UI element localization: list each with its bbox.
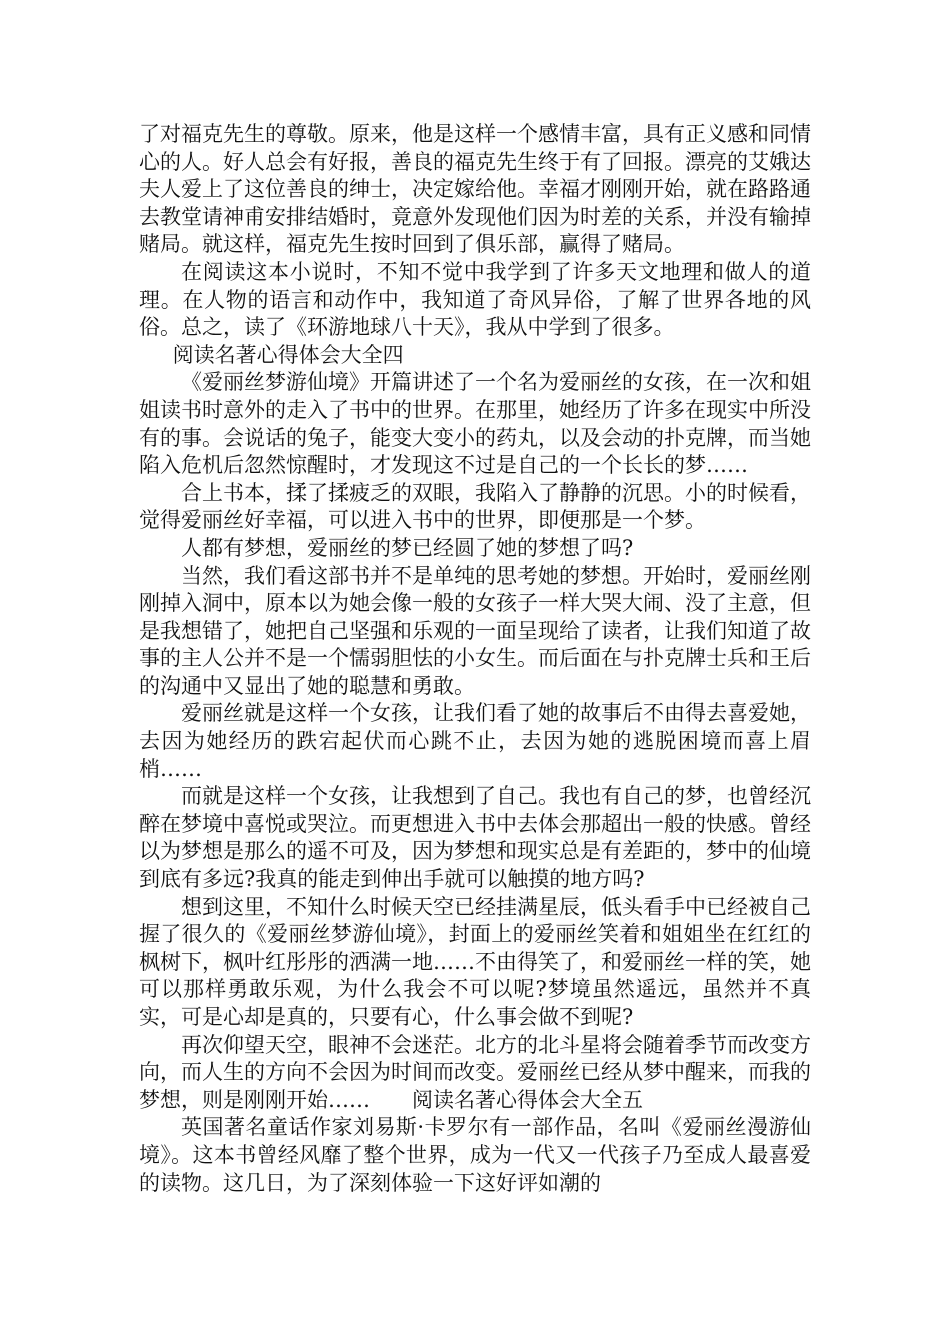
- paragraph-11: 英国著名童话作家刘易斯·卡罗尔有一部作品，名叫《爱丽丝漫游仙境》。这本书曾经风靡了整个世界，成为一代又一代孩子乃至成人最喜爱的读物。这几日，为了深刻体验一下这好评如潮的: [139, 1115, 811, 1195]
- section-heading-4: 阅读名著心得体会大全四: [172, 342, 404, 367]
- paragraph-2: 在阅读这本小说时，不知不觉中我学到了许多天文地理和做人的道理。在人物的语言和动作中，我知道了奇风异俗，了解了世界各地的风俗。总之，读了《环游地球八十天》，我从中学到了很多。: [139, 259, 811, 340]
- paragraph-5: 人都有梦想，爱丽丝的梦已经圆了她的梦想了吗?: [181, 535, 634, 560]
- paragraph-9: 想到这里，不知什么时候天空已经挂满星辰，低头看手中已经被自己握了很久的《爱丽丝梦游仙境》，封面上的爱丽丝笑着和姐姐坐在红红的枫树下，枫叶红彤彤的洒满一地……不由得笑了，和爱丽丝一样的笑，她可以那样勇敢乐观，为什么我会不可以呢?梦境虽然遥远，虽然并不真实，可是心却是真的，只要有心，什么事会做不到呢?: [139, 894, 811, 1029]
- paragraph-3: 《爱丽丝梦游仙境》开篇讲述了一个名为爱丽丝的女孩，在一次和姐姐读书时意外的走入了书中的世界。在那里，她经历了许多在现实中所没有的事。会说话的兔子，能变大变小的药丸，以及会动的扑克牌，而当她陷入危机后忽然惊醒时，才发现这不过是自己的一个长长的梦……: [139, 370, 811, 478]
- paragraph-6: 当然，我们看这部书并不是单纯的思考她的梦想。开始时，爱丽丝刚刚掉入洞中，原本以为她会像一般的女孩子一样大哭大闹、没了主意，但是我想错了，她把自己坚强和乐观的一面呈现给了读者，让我们知道了故事的主人公并不是一个懦弱胆怯的小女生。而后面在与扑克牌士兵和王后的沟通中又显出了她的聪慧和勇敢。: [139, 563, 811, 698]
- paragraph-1: 了对福克先生的尊敬。原来，他是这样一个感情丰富，具有正义感和同情心的人。好人总会有好报，善良的福克先生终于有了回报。漂亮的艾娥达夫人爱上了这位善良的绅士，决定嫁给他。幸福才刚刚开始，就在路路通去教堂请神甫安排结婚时，竟意外发现他们因为时差的关系，并没有输掉赌局。就这样，福克先生按时回到了俱乐部，赢得了赌局。: [139, 122, 811, 257]
- document-body: [139, 121, 811, 1197]
- paragraph-4: 合上书本，揉了揉疲乏的双眼，我陷入了静静的沉思。小的时候看，觉得爱丽丝好幸福，可以进入书中的世界，即便那是一个梦。: [139, 480, 811, 533]
- paragraph-10: 再次仰望天空，眼神不会迷茫。北方的北斗星将会随着季节而改变方向，而人生的方向不会因为时间而改变。爱丽丝已经从梦中醒来，而我的梦想，则是刚刚开始…… 阅读名著心得体会大全五: [139, 1032, 811, 1112]
- paragraph-7: 爱丽丝就是这样一个女孩，让我们看了她的故事后不由得去喜爱她，去因为她经历的跌宕起伏而心跳不止，去因为她的逃脱困境而喜上眉梢……: [139, 701, 811, 781]
- paragraph-8: 而就是这样一个女孩，让我想到了自己。我也有自己的梦，也曾经沉醉在梦境中喜悦或哭泣。而更想进入书中去体会那超出一般的快感。曾经以为梦想是那么的遥不可及，因为梦想和现实总是有差距的，梦中的仙境到底有多远?我真的能走到伸出手就可以触摸的地方吗?: [139, 784, 811, 892]
